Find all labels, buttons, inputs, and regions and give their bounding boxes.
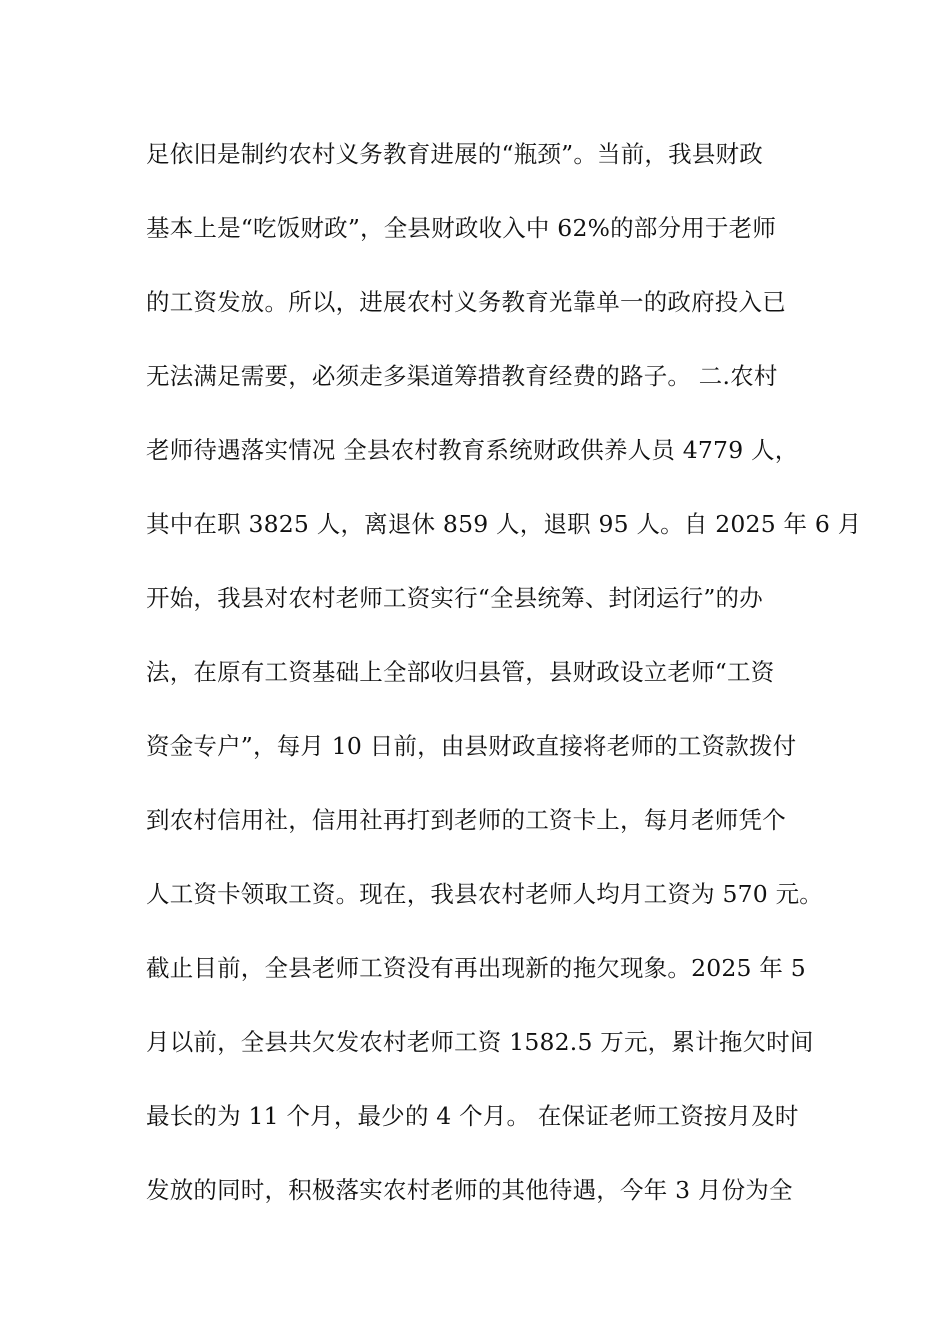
text-line: 最长的为 11 个月，最少的 4 个月。 在保证老师工资按月及时 (146, 1102, 799, 1130)
text-line: 开始，我县对农村老师工资实行“全县统筹、封闭运行”的办 (146, 584, 763, 612)
text-line: 法，在原有工资基础上全部收归县管，县财政设立老师“工资 (146, 658, 775, 686)
text-line: 到农村信用社，信用社再打到老师的工资卡上，每月老师凭个 (146, 806, 786, 834)
text-line: 发放的同时，积极落实农村老师的其他待遇，今年 3 月份为全 (146, 1176, 793, 1204)
text-line: 无法满足需要，必须走多渠道筹措教育经费的路子。 二.农村 (146, 362, 778, 390)
text-line: 其中在职 3825 人，离退休 859 人，退职 95 人。自 2025 年 6 月 (146, 510, 862, 538)
text-line: 截止目前，全县老师工资没有再出现新的拖欠现象。2025 年 5 (146, 954, 806, 982)
text-line: 月以前，全县共欠发农村老师工资 1582.5 万元，累计拖欠时间 (146, 1028, 814, 1056)
text-line: 老师待遇落实情况 全县农村教育系统财政供养人员 4779 人， (146, 436, 799, 464)
text-line: 资金专户”，每月 10 日前，由县财政直接将老师的工资款拨付 (146, 732, 797, 760)
text-line: 基本上是“吃饭财政”，全县财政收入中 62%的部分用于老师 (146, 214, 777, 242)
text-line: 的工资发放。所以，进展农村义务教育光靠单一的政府投入已 (146, 288, 786, 316)
text-line: 人工资卡领取工资。现在，我县农村老师人均月工资为 570 元。 (146, 880, 823, 908)
text-line: 足依旧是制约农村义务教育进展的“瓶颈”。当前，我县财政 (146, 140, 763, 168)
body-text (146, 130, 862, 1240)
